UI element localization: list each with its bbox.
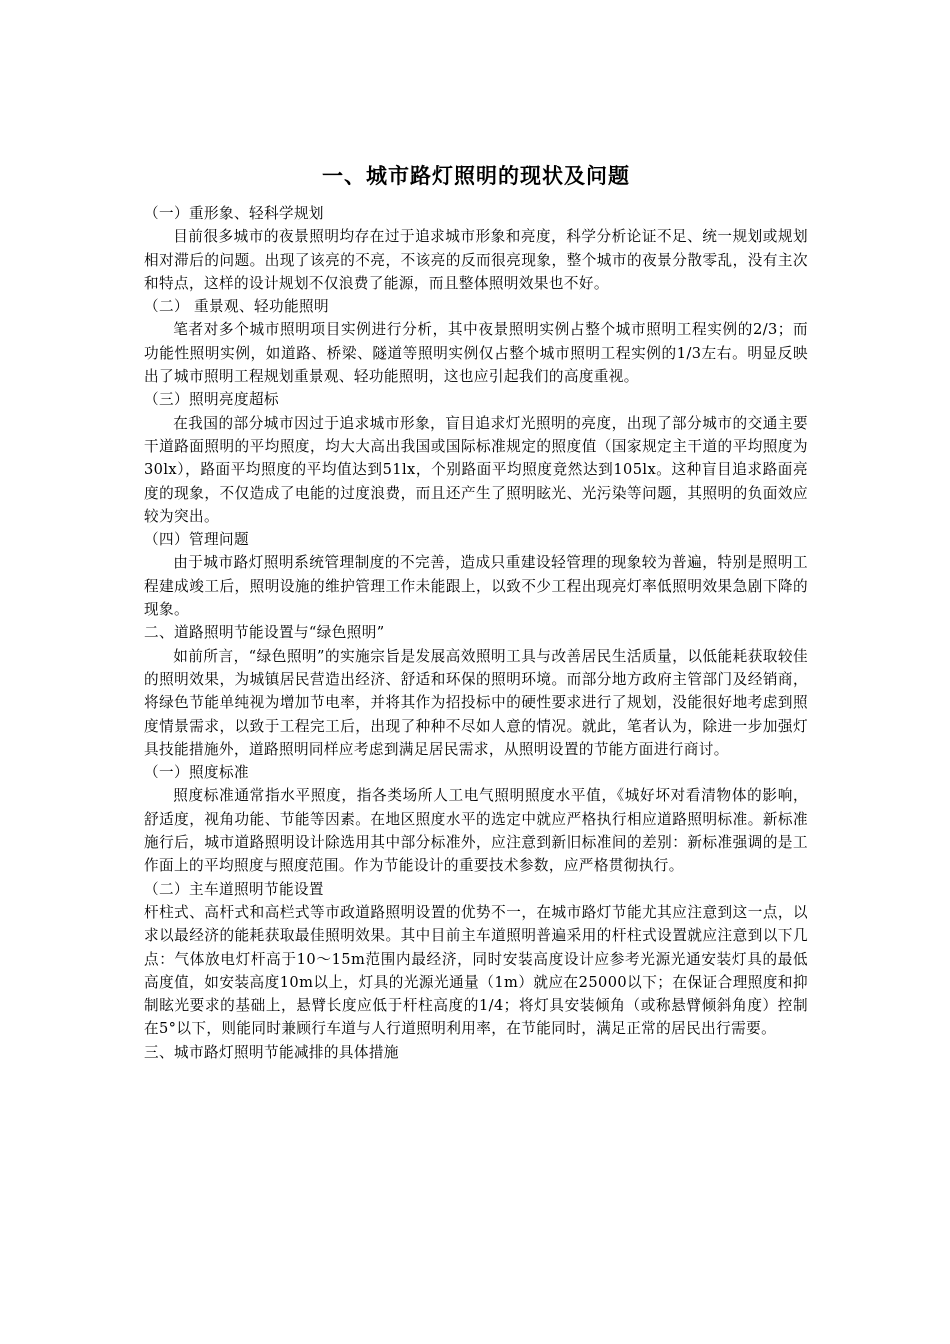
paragraph: 由于城市路灯照明系统管理制度的不完善，造成只重建设轻管理的现象较为普遍，特别是照明工程建成竣工后，照明设施的维护管理工作未能跟上，以致不少工程出现亮灯率低照明效果急剧下降的现象。 — [144, 554, 808, 619]
paragraph: 照度标准通常指水平照度，指各类场所人工电气照明照度水平值，《城好坏对看清物体的影响，舒适度，视角功能、节能等因素。在地区照度水平的选定中就应严格执行相应道路照明标准。新标准施行后，城市道路照明设计除选用其中部分标准外，应注意到新旧标准间的差别：新标准强调的是工作面上的平均照度与照度范围。作为节能设计的重要技术参数，应严格贯彻执行。 — [144, 787, 808, 875]
paragraph: 笔者对多个城市照明项目实例进行分析，其中夜景照明实例占整个城市照明工程实例的2/3；而功能性照明实例，如道路、桥梁、隧道等照明实例仅占整个城市照明工程实例的1/3左右。明显反映出了城市照明工程规划重景观、轻功能照明，这也应引起我们的高度重视。 — [144, 321, 808, 386]
chapter-heading: 二、道路照明节能设置与“绿色照明” — [144, 624, 385, 642]
section-heading: （四）管理问题 — [144, 531, 249, 549]
paragraph: 如前所言，“绿色照明”的实施宗旨是发展高效照明工具与改善居民生活质量，以低能耗获取较佳的照明效果，为城镇居民营造出经济、舒适和环保的照明环境。而部分地方政府主管部门及经销商，将绿色节能单纯视为增加节电率，并将其作为招投标中的硬性要求进行了规划，没能很好地考虑到照度情景需求，以致于工程完工后，出现了种种不尽如人意的情况。就此，笔者认为，除进一步加强灯具技能措施外，道路照明同样应考虑到满足居民需求，从照明设置的节能方面进行商讨。 — [144, 647, 808, 758]
section-heading: （一）照度标准 — [144, 764, 249, 782]
chapter-heading: 三、城市路灯照明节能减排的具体措施 — [144, 1043, 399, 1061]
document-body — [144, 160, 808, 1064]
section-heading: （二） 重景观、轻功能照明 — [144, 298, 329, 316]
section-heading: （三）照明亮度超标 — [144, 391, 279, 409]
document-title: 一、城市路灯照明的现状及问题 — [322, 163, 630, 188]
paragraph: 杆柱式、高杆式和高栏式等市政道路照明设置的优势不一，在城市路灯节能尤其应注意到这一点，以求以最经济的能耗获取最佳照明效果。其中目前主车道照明普遍采用的杆柱式设置就应注意到以下几点：气体放电灯杆高于10～15m范围内最经济，同时安装高度设计应参考光源光通安装灯具的最低高度值，如安装高度10m以上，灯具的光源光通量（1m）就应在25000以下；在保证合理照度和抑制眩光要求的基础上，悬臂长度应低于杆柱高度的1/4；将灯具安装倾角（或称悬臂倾斜角度）控制在5°以下，则能同时兼顾行车道与人行道照明利用率，在节能同时，满足正常的居民出行需要。 — [144, 903, 808, 1038]
paragraph: 目前很多城市的夜景照明均存在过于追求城市形象和亮度，科学分析论证不足、统一规划或规划相对滞后的问题。出现了该亮的不亮，不该亮的反而很亮现象，整个城市的夜景分散零乱，没有主次和特点，这样的设计规划不仅浪费了能源，而且整体照明效果也不好。 — [144, 228, 808, 292]
paragraph: 在我国的部分城市因过于追求城市形象，盲目追求灯光照明的亮度，出现了部分城市的交通主要干道路面照明的平均照度，均大大高出我国或国际标准规定的照度值（国家规定主干道的平均照度为30lx），路面平均照度的平均值达到51lx，个别路面平均照度竟然达到105lx。这种盲目追求路面亮度的现象，不仅造成了电能的过度浪费，而且还产生了照明眩光、光污染等问题，其照明的负面效应较为突出。 — [144, 414, 808, 525]
section-heading: （二）主车道照明节能设置 — [144, 880, 324, 898]
section-heading: （一）重形象、轻科学规划 — [144, 205, 324, 222]
